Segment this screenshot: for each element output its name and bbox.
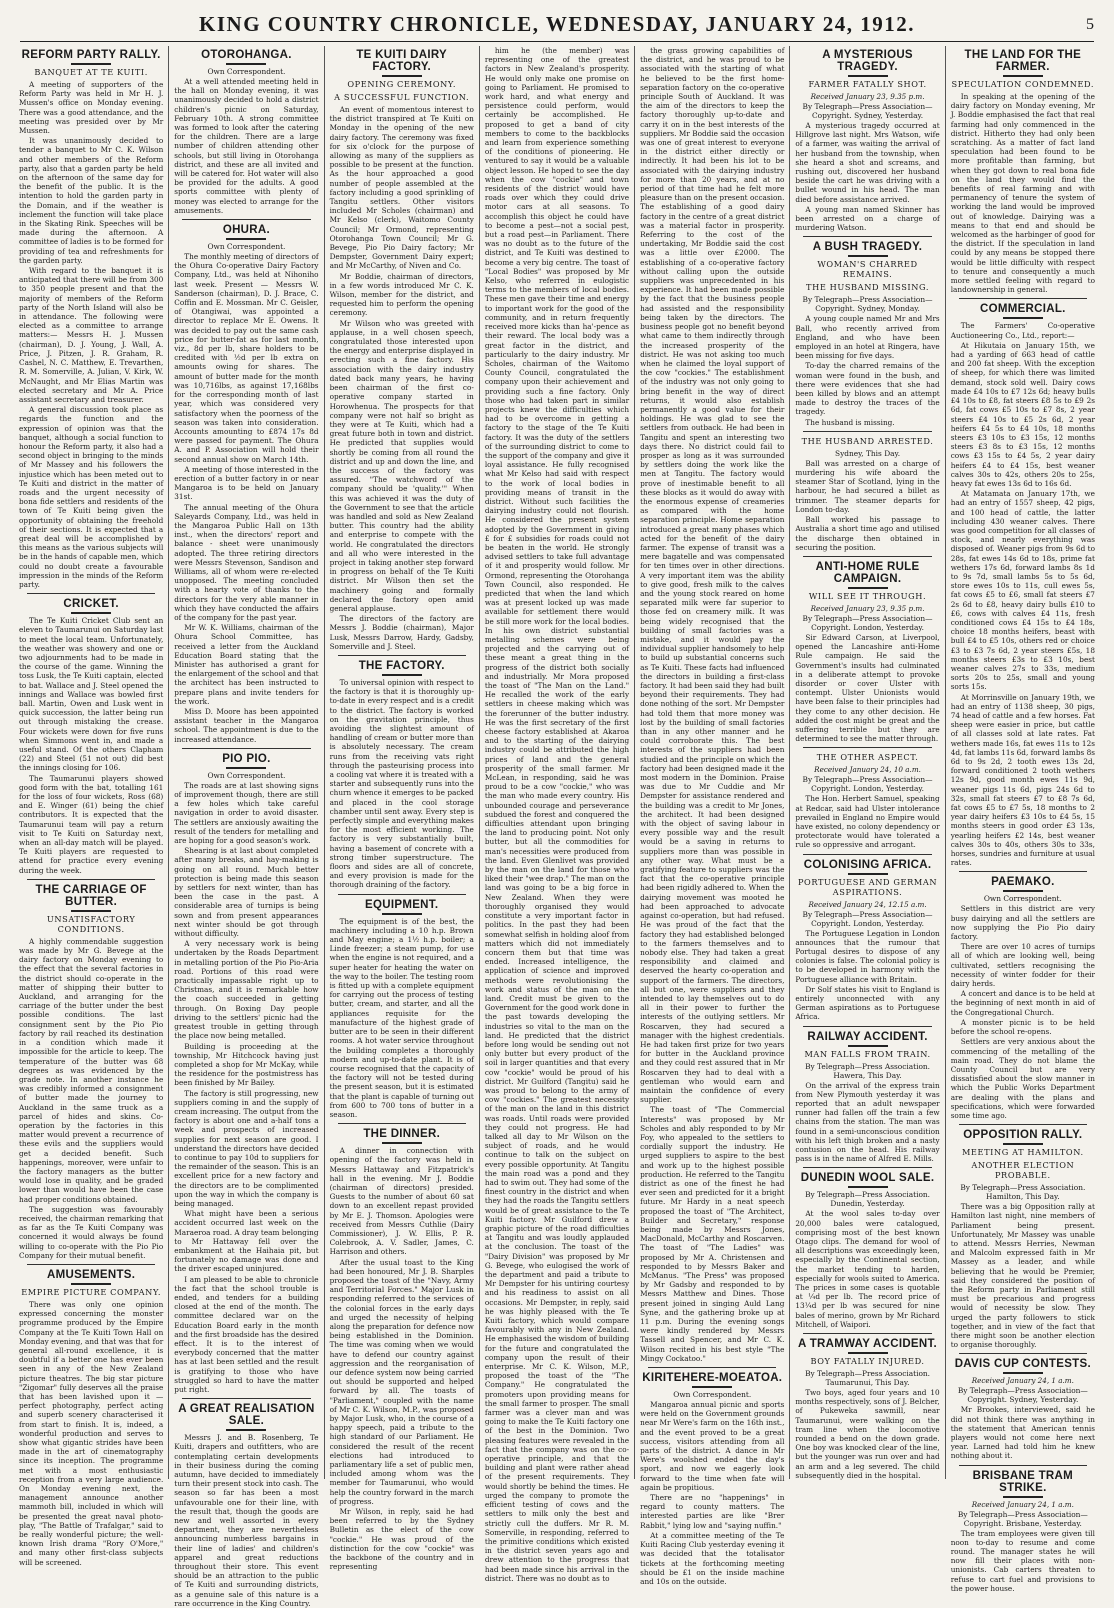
article-paragraph: The equipment is of the best, the machinery including a 10 h.p. Brown and May engine; a 1½ h.p. boiler; a Linde freezer; a steam pump, for use when the engine is not required, and a super heater for heating the water on the way to the boiler. The testing room is fitted up with a complete equipment for carrying out the process of testing butter, cream, and starter, and all the appliances requisite for the manufacture of the highest grade of butter are to be seen in their different rooms. A hot water service throughout the building completes a thoroughly modern and up-to-date plant. It is of course recognised that the capacity of the factory will not be tested during the present season, but it is estimated that the plant is capable of turning out from 600 to 700 tons of butter in a season.: [329, 916, 474, 1119]
article-paragraph: A mysterious tragedy occurred at Hillgrove last night. Mrs Watson, wife of a farmer, was waiting the arrival of her husband from the township, when she heard a shot and screams, and rushing out, discovered her husband beside the cart he was driving with a bullet wound in his head. The man died before assistance arrived.: [795, 121, 940, 204]
article-subhead: ANOTHER ELECTION PROBABLE.: [971, 1160, 1075, 1181]
article-separator: [803, 556, 931, 557]
article-paragraph: The roads are at last showing signs of improvement though, there are still a few holes which take careful navigation in order to avoid disaster. The settlers are anxiously awaiting the result of the tenders for metalling and are hoping for a good season's work.: [174, 780, 319, 846]
column-5: [635, 46, 790, 1586]
article-paragraph: Mr Wilson, in reply, said he had been referred to by the Sydney Bulletin as the elect of the cow "cockie." He was proud of the distinction for the cow "cockie" was the backbone of the country and in representing: [329, 1507, 474, 1572]
article-paragraph: After the usual toast to the King had been honoured, Mr J. B. Sharples proposed the toast of the "Navy, Army and Territorial Forces." Major Lusk in responding referred to the services of the colonial forces in the early days and urged the necessity of helping along the preparation for defence now being established in the Dominion. The time was coming when we would have to defend our country against aggression and the reorganisation of our defence system now being carried out should be supported and helped forward by all. The toasts of "Parliament," coupled with the name of Mr C. K. Wilson, M.P., was proposed by Major Lusk, who, in the course of a happy speech, paid a tribute to the high standard of our Parliament. He considered the result of the recent elections had introduced to parliamentary life a set of public men, included among whom was the member for Taumarunui, who would help the country forward in the march of progress.: [329, 1257, 474, 1506]
article-subhead: OPENING CEREMONY.: [347, 79, 457, 89]
article-headline: A GREAT REALISATION SALE.: [178, 1403, 315, 1428]
headline-rule: [848, 255, 888, 257]
article-subhead: THE OTHER ASPECT.: [816, 752, 919, 763]
article-subhead: A SUCCESSFUL FUNCTION.: [334, 92, 470, 102]
article: [640, 1372, 784, 1586]
article-paragraph: At the wool sales to-day over 20,000 bales were catalogued, comprising most of the best known Otago clips. The demand for wool of all descriptions was exceedingly keen, especially by the Continental section, the market tending to harden, especially for wools suited to America. The prices in some cases is quotable at ¼d per lb. The record price of 13¼d per lb was secured for nine bales of merino, grown by Mr Richard Mitchell, of Waipori.: [795, 1209, 940, 1329]
article-paragraph: The Te Kuiti Cricket Club sent an eleven to Taumarunui on Saturday last to meet the local team. Unfortunately, the weather was showery and one or two adjournments had to be made in the course of the game. Winning the toss Lusk, the Te Kuiti captain, elected to bat. Wallace and J. Steel opened the innings and Wallace was bowled first ball. Martin, Owen and Lusk went in quick succession, the latter being run out through mistaking the crease. Four wickets were down for five runs when Simmons went in, and made a useful stand. Of the others Clapham (22) and Steel (51 not out) did best the innings closing for 106.: [19, 616, 164, 773]
headline-rule: [848, 75, 888, 77]
article-headline: DUNEDIN WOOL SALE.: [800, 1172, 935, 1185]
article-headline: OTOROHANGA.: [201, 49, 292, 61]
article-paragraph: Two boys, aged four years and 10 months respectively, sons of J. Belcher, of Pukeweka sawmill, near Taumarunui, were walking on the tram line when the locomotive rounded a bend on the down grade. One boy was knocked clear of the line, but the younger was run over and had an arm and a leg severed. The child subsequently died in the hospital.: [795, 1388, 940, 1480]
article-paragraph: The Portuguese Legation in London announces that the rumour that Portugal desires to dispose of any colonies is false. The colonial policy is to be developed in harmony with the Portuguese alliance with Britain.: [795, 928, 940, 984]
headline-rule: [71, 612, 111, 614]
column-1: [14, 46, 169, 1567]
article-paragraph: The directors of the factory are Messrs J. Boddie (chairman), Major Lusk, Messrs Darrow, Hardy, Gadsby, Somerville and J. Steel.: [329, 614, 474, 651]
article-paragraph: Ball worked his passage to Australia a short time ago and utilised the discharge then obtained in securing the position.: [795, 515, 940, 552]
article-byline: By Telegraph—Press Association—Copyright. Brisbane, Yesterday.: [957, 1509, 1088, 1528]
article-paragraph: Mr Boddie, chairman of directors, in a few words introduced Mr C. K. Wilson, member for the district, and requested him to perform the opening ceremony.: [329, 271, 474, 318]
article-paragraph: At Hikutaia on January 15th, we had a yarding of 663 head of cattle and 200 fat sheep. With the exception of sheep, for which there was limited demand, stock sold well. Dairy cows made £4 10s to £7 12s 6d; heavy bulls £4 10s to £8, fat steers £8 5s to £9 2s 6d, fat cows £5 10s to £7 8s, 2 year steers £4 10s to £5 2s 6d, 2 year heifers £4 5s to £4 10s, 18 months steers £3 10s to £3 15s, 12 months steers £3 8s to £3 15s, 12 months cows £3 15s to £4 5s, 2 year dairy heifers £4 to £4 15s, best weaner calves 30s to 42s, others 20s to 25s, heavy fat ewes 13s 6d to 16s 6d.: [950, 340, 1095, 488]
article: [795, 1172, 939, 1329]
article-paragraph: Settlers in this district are very busy dairying and all the settlers are now supplying the Pio Pio dairy factory.: [950, 904, 1095, 942]
article-dateline: Received January 24, 10 a.m.: [814, 765, 921, 775]
article-paragraph: A meeting of those interested in the erection of a butter factory in or near Mangaroa is to be held on January 31st.: [174, 464, 319, 502]
article-subhead: BANQUET AT TE KUITI.: [34, 67, 148, 77]
article-byline: By Telegraph—Press Association—Copyright. London, Yesterday.: [802, 909, 933, 928]
column-2: [169, 46, 324, 1608]
article-paragraph: The annual meeting of the Ohura Saleyards Company, Ltd., was held in the Mangaroa Public Hall on 13th inst., when the directors' report and balance - sheet were unanimously adopted. The three retiring directors were Messrs Stevenson, Sandison and Williams, all of whom were re-elected unopposed. The meeting concluded with a hearty vote of thanks to the directors for the very able manner in which they have conducted the affairs of the company for the past year.: [174, 502, 319, 622]
article: [795, 752, 939, 849]
article-headline: PAEMAKO.: [991, 876, 1055, 889]
article-subhead: PORTUGUESE AND GERMAN ASPIRATIONS.: [797, 876, 938, 897]
article-separator: [182, 219, 310, 220]
article: [330, 49, 474, 651]
headline-rule: [1003, 317, 1043, 319]
headline-rule: [848, 873, 888, 875]
article-paragraph: The toast of "The Commercial Interests" was proposed by Mr Scholes and ably responded to by Mr Foy, who appealed to the settlers to cordially support the industry. He urged suppliers to aspire to the best and work up to the highest possible production. He referred to the Tangitu district as one of the finest he had ever seen and predicted for it a bright future. Mr Hardy in a neat speech proposed the toast of "The Architect, Builder and Secretary," response being made by Messrs Jones, MacDonald, McCarthy and Roscarven. The toast of "The Ladies" was proposed by Mr A. Christensen and responded to by Messrs Baker and McManus. "The Press" was proposed by Mr Gadsby and responded to by Messrs Matthew and Dines. Those present joined in singing Auld Lang Syne, and the gathering broke up at 11 p.m. During the evening songs were kindly rendered by Messrs Tassell and Spencer, and Mr C. K. Wilson recited in his best style "The Mingy Cockatoo.": [640, 1105, 785, 1363]
article-paragraph: At a well attended meeting held in the hall on Monday evening, it was unanimously decided to hold a district children's picnic on Saturday, February 10th. A strong committee was formed to look after the catering for the children. There are a large number of children attending other schools, but still living in Otorohanga district, and these are all invited and will be catered for. Hot water will also be provided for the adults. A good sports committee with plenty of money was elected to arrange for the amusements.: [174, 77, 319, 215]
article-paragraph: Mangaroa annual picnic and sports were held on the Government grounds near Mr Were's farm on the 16th inst., and the event proved to be a great success, visitors attending from all parts of the district. A dance in Mr Were's woolshed ended the day's sport, and now we eagerly look forward to the time when fate will again be propitious.: [640, 1400, 785, 1492]
article-paragraph: Building is proceeding at the township, Mr Hitchcock having just completed a shop for Mr McKay, while the residence for the postmistress has been finished by Mr Bailey.: [174, 1041, 319, 1088]
article-separator: [803, 236, 931, 237]
article-subhead: EMPIRE PICTURE COMPANY.: [21, 1286, 162, 1297]
article-subhead: THE HUSBAND ARRESTED.: [801, 435, 934, 446]
article: [174, 1403, 318, 1608]
article-paragraph: A monster picnic is to be held before the school re-opens.: [950, 1017, 1095, 1037]
article-headline: OHURA.: [222, 224, 270, 237]
article-paragraph: A young couple named Mr and Mrs Ball, who recently arrived from England, and who have been employed in an hotel at Ringera, have been missing for five days.: [795, 314, 940, 361]
article-headline: TE KUITI DAIRY FACTORY.: [356, 49, 448, 73]
article-byline: Own Correspondent.: [207, 67, 286, 76]
article: [951, 1358, 1095, 1460]
article: [795, 1031, 939, 1164]
article-byline: By Telegraph—Press Association. Hawera, This Day.: [805, 1061, 931, 1080]
article-paragraph: At Matamata on January 17th, we had an entry of 1557 sheep, 42 pigs, and 100 head of cattle, the latter including 430 weaner calves. There was good competition for all classes of stock, and nearly everything was disposed of. Weaner pigs from 9s 6d to 28s, fat ewes 14s 6d to 18s, prime fat wethers 17s 6d, forward lambs 8s 1d to 9s 7d, small lambs 5s to 5s 6d, store ewes 10s to 11s, cull ewes 5s, fat cows £5 to £6, small fat steers £7 2s 6d to £8, heavy dairy bulls £10 to £6, cows with calves £4 11s, fresh conditioned cows £4 15s to £4 18s, choice 18 months heifers, beast with bull £4 to £5 10s, others red or choice £3 to £3 7s 6d, 2 year steers £5s, 18 months steers £3s to £3 10s, best weaner calves 27s to 33s, medium sorts 20s to 25s, small and young sorts 15s.: [950, 489, 1095, 692]
article-separator: [959, 1353, 1087, 1354]
article-subhead: WILL SEE IT THROUGH.: [808, 590, 927, 601]
article: [330, 1128, 474, 1571]
masthead: [20, 8, 1094, 42]
column-6: [790, 46, 945, 1479]
article: [174, 224, 318, 744]
article: [174, 753, 318, 1394]
article-paragraph: The tram employees were given till noon to-day to resume and come round. The manager states he will now fill their places with non-unionists. Cab carters threaten to refuse to cart fuel and provisions to the power house.: [950, 1528, 1095, 1593]
article-dateline: Received January 23, 9.35 p.m.: [810, 92, 925, 101]
article-paragraph: A meeting of supporters of the Reform Party was held in Mr H. J. Mussen's office on Monday evening. There was a good attendance, and the meeting was presided over by Mr Mussen.: [19, 80, 164, 136]
article-paragraph: There are over 10 acres of turnips all of which are looking well, being cultivated, settlers recognising the necessity of winter fodder for their dairy herds.: [950, 942, 1095, 989]
headline-rule: [71, 63, 111, 65]
article: [795, 436, 939, 552]
article: [951, 1470, 1095, 1593]
article-headline: A TRAMWAY ACCIDENT.: [798, 1338, 938, 1351]
article-subhead: SPECULATION CONDEMNED.: [951, 79, 1095, 89]
article: [640, 46, 784, 1363]
article-headline: THE LAND FOR THE FARMER.: [964, 49, 1082, 73]
article-byline: Own Correspondent.: [983, 894, 1062, 904]
headline-rule: [1003, 75, 1043, 77]
headline-rule: [226, 767, 266, 769]
article: [795, 241, 939, 426]
article-separator: [803, 854, 931, 855]
article-subhead: THE HUSBAND MISSING.: [806, 282, 930, 293]
article-paragraph: A general discussion took place as regards the function and the expression of opinion was that the banquet, although a social function to honour the Reform party, it also had a second object in bringing to the minds of Mr Massey and his followers the injustice which has been meted out to Te Kuiti and district in the matter of roads and the urgent necessity of bona fide settlers and residents of the town of Te Kuiti being given the opportunity of obtaining the freehold of their sections. It is expected that a great deal will be accomplished by this means as the various subjects will be in the hands of capable men, which could no doubt create a favourable impression in the minds of the Reform party.: [19, 405, 164, 589]
column-3: [325, 46, 480, 1572]
article-headline: AMUSEMENTS.: [47, 1268, 136, 1281]
article: [330, 660, 474, 890]
headline-rule: [848, 1186, 888, 1188]
article-byline: Own Correspondent.: [207, 770, 286, 780]
article-byline: By Telegraph—Press Association—Copyright. Sydney, Yesterday.: [802, 102, 933, 120]
article-dateline: Received January 23, 9.35 p.m.: [810, 603, 925, 613]
article-separator: [959, 871, 1087, 872]
article-paragraph: There are no "happenings" in regard to county matters. The interested parties are like "Brer Rabbit," lying low and "saying nuffin.": [640, 1493, 785, 1530]
article-dateline: Received January 24, 1 a.m.: [971, 1376, 1074, 1386]
article-separator: [803, 747, 931, 748]
headline-rule: [71, 910, 111, 912]
article: [795, 1338, 939, 1480]
article-paragraph: the grass growing capabilities of the district, and he was proud to be associated with the starting of what he believed to be the first home-separation factory on the co-operative principle South of Auckland. It was the aim of the directors to keep the factory thoroughly up-to-date and carry it on in the best interests of the suppliers. Mr Boddie said the occasion was one of great interest to everyone in the district either directly or indirectly. It had been his lot to be associated with the dairying industry for more than 20 years, and at no period of that time had he felt more pleasure than on the present occasion. The establishing of a good dairy factory in the centre of a great district was a material factor in prosperity. Referring to the cost of the undertaking, Mr Boddie said the cost was a little over £2000. The establishing of a co-operative factory without calling upon the outside suppliers was unprecedented in his experience. It had been made possible by the fact that the business people had assisted and the responsibility being taken by the directors. The business people got no benefit beyond what came to them indirectly through the increased prosperity of the district. He was not asking too much when he claimed the loyal support of the cow "cockies." The establishment of the industry was not only going to bring benefit in the way of direct returns, it would also establish permanently a good value for their holdings. He was glad to see the settlers from outback. He had been in Tangitu and spent an interesting two days there. No district could fail to prosper as long as it was surrounded by settlers doing the work like the men at Tangitu. The factory would prove of inestimable benefit to all these blocks as it would do away with the enormous expense of creameries as compared with the home separation principle. Home separation introduced a great many phases which acted for the benefit of the dairy farmer. The expense of transit was a mere bagatelle and was compensated for ten times over in other directions. A very important item was the ability to give good, fresh milk to the calves and the young stock reared on home separated milk were far superior to those fed on creamery milk. It was being widely recognised that the building of small factories was a mistake, and it would pay the individual supplier handsomely to help to build up substantial concerns such as Te Kuiti. These facts had influenced the directors in building a first-class factory. It had been said they had built beyond their requirements. They had done nothing of the sort. Mr Dempster had told them that more money was lost by the building of small factories than in any other manner and he could corroborate this. The best interests of the suppliers had been studied and the principle on which the factory had been designed made it the most modern in the Dominion. Praise was due to Mr Cuddie and Mr Dempster for assistance rendered and the building was a credit to Mr Jones, the architect. It had been designed with the object of saving labour in every possible way and the result would be a saving in returns to suppliers more than was possible in any other way. What must be a gratifying feature to suppliers was the fact that the co-operative principle had been rigidly adhered to. When the dairying movement was mooted he had been approached to advocate against co-operation, but had refused. He was proud of the fact that the factory they had established belonged to the farmers themselves and to nobody else. They had taken a great responsibility and claimed and deserved the hearty co-operation and support of the farmers. The directors, all but one, were suppliers and they intended to lay themselves out to do all in their power to further the interests of the outlying settlers. Mr Roscarven, they had secured a manager with the highest credentials. He had taken first prize for two years for butter in the Auckland province and they could rest assured that in Mr Roscarven they had to deal with a gentleman who would earn and maintain the confidence of every supplier.: [640, 46, 785, 1105]
article-paragraph: On the arrival of the express train from New Plymouth yesterday it was reported that an adult newspaper runner had fallen off the train a few chains from the station. The man was found in a semi-unconscious condition with his left thigh broken and a nasty contusion on the head. His railway pass is in the name of Alfred E. Mills.: [795, 1080, 940, 1164]
article-paragraph: Ball was arrested on a charge of murdering his wife aboard the steamer Star of Scotland, lying in the harbour, he had secured a billet as trimmer. The steamer departs for London to-day.: [795, 458, 940, 514]
article-separator: [182, 748, 310, 749]
article-headline: BRISBANE TRAM STRIKE.: [972, 1469, 1074, 1494]
article-byline: By Telegraph—Press Association—Copyright. Sydney, Monday.: [802, 295, 933, 314]
headline-rule: [226, 1429, 266, 1431]
article-dateline: Received January 24, 12.15 a.m.: [808, 899, 927, 909]
article-paragraph: The husband is missing.: [805, 417, 895, 427]
article-byline: By Telegraph—Press Association. Taumarunui, This Day.: [805, 1369, 931, 1388]
article-byline: By Telegraph—Press Association—Copyright. Sydney, Yesterday.: [957, 1386, 1088, 1405]
headline-rule: [1003, 1143, 1043, 1145]
article-separator: [959, 1124, 1087, 1125]
newspaper-columns: [14, 46, 1100, 1608]
article-headline: REFORM PARTY RALLY.: [21, 49, 161, 61]
page-number: 5: [1086, 15, 1094, 33]
article-separator: [803, 1167, 931, 1168]
article-headline: THE FACTORY.: [358, 659, 445, 672]
article: [795, 49, 939, 232]
article-paragraph: There was only one opinion expressed concerning the monster programme produced by the Empire Company at the Te Kuiti Town Hall on Monday evening, and that was that for general all-round excellence, it is doubtful if a better one has ever been seen in any of the New Zealand picture theatres. The big star picture "Zigomar" fully deserves all the praise that has been lavished upon it —perfect photography, perfect acting and superb scenery characterised it from start to finish. It is, indeed, a wonderful production and serves to show what gigantic strides have been made in the art of cinematography since its inception. The programme met with a most enthusiastic reception from a very large audience. On Monday evening next, the management announce another mammoth bill, included in which will be presented the great naval photo-play, "The Battle of Trafalgar," said to be really wonderful picture; the well-known Irish drama "Rory O'More," and many other first-class subjects will be screened.: [19, 1299, 164, 1567]
article-headline: COMMERCIAL.: [979, 303, 1066, 316]
article-headline: A BUSH TRAGEDY.: [812, 241, 923, 254]
article: [19, 598, 163, 875]
article-paragraph: Shearing is at last about completed after many breaks, and hay-making is going on all round. Much better protection is being made this season by settlers for next winter, than has been the case in the past. A considerable area of turnips is being sown and from present appearances next winter should be got through without difficulty.: [174, 846, 319, 939]
article: [19, 49, 163, 589]
headline-rule: [1003, 1372, 1043, 1374]
article-byline: Own Correspondent.: [673, 1390, 752, 1400]
article-separator: [338, 894, 466, 895]
column-4: [480, 46, 635, 1583]
article-paragraph: Dr Solf states his visit to England is entirely unconnected with any German aspirations as to Portuguese Africa.: [795, 984, 940, 1022]
article-dateline: Received January 24, 1 a.m.: [971, 1499, 1074, 1509]
article-paragraph: In speaking at the opening of the dairy factory on Monday evening, Mr J. Boddie emphasised the fact that real farming had only commenced in the district. Hitherto they had only been scratching. As a matter of fact land speculation had been found to be more profitable than farming, but when they got down to real bona fide on the land they would find the benefits of real farming and with permanency of tenure the system of working the land would be improved out of knowledge. Dairying was a means to that end and should be welcomed as the harbinger of good for the district. If the speculation in land could by any means be stopped there would be little difficulty with respect to tenure and consequently a much more settled feeling with regard to landownership in general.: [950, 92, 1095, 295]
article-separator: [338, 655, 466, 656]
article-paragraph: The Hon. Herbert Samuel, speaking at Redcar, said had Ulster intolerance prevailed in England no Empire would have existed, no colony dependency or protectorate would have tolerated a rule so oppressive and arrogant.: [795, 794, 940, 850]
article-paragraph: The suggestion was favourably received, the chairman remarking that as far as the Te Kuiti Company was concerned it would always be found willing to co-operate with the Pio Pio Company for their mutual benefit.: [19, 1204, 164, 1260]
headline-rule: [382, 674, 422, 676]
article-subhead: MAN FALLS FROM TRAIN.: [804, 1048, 931, 1059]
headline-rule: [382, 1142, 422, 1144]
article-paragraph: Mr Wilson who was greeted with applause, in a well chosen speech, congratulated those interested upon the energy and enterprise displayed in erecting such a fine factory. His association with the dairy industry dated back many years, he having been chairman of the first co-operative company started in Horowhenua. The prospects for that company were not half so bright as they were at Te Kuiti, which had a great future both in town and district. He predicted that supplies would shortly be coming from all round the district and up and down the line, and the success of the factory was assured. "The watchword of the company should be 'quality.'" When this was achieved it was the duty of the Government to see that the article was handled and sold as New Zealand butter. This country had the ability and enterprise to compete with the world. He congratulated the directors and all who were interested in the project in taking another step forward in progress on behalf of the Te Kuiti district. Mr Wilson then set the machinery going and formally declared the factory open amid general applause.: [329, 318, 474, 613]
article-paragraph: The monthly meeting of directors of the Ohura Co-operative Dairy Factory Company, Ltd., was held at Nihoniho last week. Present — Messrs W. Sanderson (chairman), D. J. Brace, C. Coffin and E. Mossman. Mr C. Geisler, of Otangiwai, was appointed a director to replace Mr E. Owens. It was decided to pay out the same cash price for butter-fat as for last month, viz., 8d per lb, share holders to be credited with ½d per lb extra on amounts owing for shares. The amount of butter made for the month was 10,716lbs, as against 17,168lbs for the corresponding month of last year, which was considered very satisfactory when the poorness of the season was taken into consideration. Accounts amounting to £874 17s 8d were passed for payment. The Ohura A. and P. Association will hold their second annual show on March 14th.: [174, 252, 319, 464]
article-paragraph: At Morrinsville on January 19th, we had an entry of 1138 sheep, 30 pigs, 74 head of cattle and a few horses. Fat sheep were easier in price, but cattle of all classes sold at late rates. Fat wethers made 16s, fat ewes 11s to 12s 4d, fat lambs 11s 6d, forward lambs 8s 6d to 9s 2d, 2 tooth ewes 13s 2d, forward conditioned 2 tooth wethers 12s 9d, good month ewes 11s 9d, weaner pigs 11s 6d, pigs 24s 6d to 32s, small fat steers £7 to £8 7s 6d, fat cows £5 to £7 5s, 18 months to 2 year dairy heifers £3 10s to £4 5s, 15 months steers in good order £3 13s, yearling heifers £2 14s, best weaner calves 30s to 40s, others 30s to 33s, horses, sundries and furniture at usual rates.: [950, 692, 1095, 868]
article-subhead: WOMAN'S CHARRED REMAINS.: [817, 259, 918, 280]
article: [951, 1129, 1095, 1349]
article-paragraph: What might have been a serious accident occurred last week on the Maraeroa road. A dray team belonging to Mr Hattaway fell over the embankment at the Haihaia pit, but fortunately no damage was done and the driver escaped uninjured.: [174, 1209, 319, 1274]
column-7: [946, 46, 1100, 1593]
article: [795, 561, 939, 743]
article-paragraph: I am pleased to be able to chronicle the fact that the school trouble is ended, and tenders for a building closed at the end of the month. The committee declared war on the Education Board early in the month and the first broadside has the desired effect. It is to the interest of everybody concerned that the matter has at last been settled and the result is gratifying to those who have struggled so hard to have the matter put right.: [174, 1274, 319, 1395]
article-subhead: UNSATISFACTORY CONDITIONS.: [46, 913, 136, 934]
article: [19, 884, 163, 1260]
article-separator: [803, 1026, 931, 1027]
article-separator: [648, 1367, 776, 1368]
article-headline: COLONISING AFRICA.: [803, 858, 932, 871]
headline-rule: [692, 1386, 732, 1388]
article: [19, 1269, 163, 1567]
article-byline: By Telegraph—Press Association. Dunedin, Yesterday.: [805, 1190, 931, 1209]
article-paragraph: Messrs J. and B. Rosenberg, Te Kuiti, drapers and outfitters, who are contemplating certain developments in their business during the coming autumn, have decided to immediately turn their present stock into cash. The season so far has been a most unfavourable one for their line, with the result that, though the goods are new and well assorted in every department, they are nevertheless announcing numberless bargains in their line of ladies' and children's apparel and great reductions throughout their store. This event should be an attraction to the public of Te Kuiti and surrounding districts, as a genuine sale of this nature is a rare occurrence in the King Country.: [174, 1433, 319, 1608]
article-headline: KIRITEHERE-MOEATOA.: [642, 1372, 783, 1385]
article-headline: ANTI-HOME RULE CAMPAIGN.: [815, 560, 920, 585]
article-separator: [27, 593, 155, 594]
article-headline: RAILWAY ACCIDENT.: [807, 1030, 928, 1043]
article-separator: [803, 1333, 931, 1334]
article-paragraph: The Taumarunui players showed good form with the bat, totalling 161 for the loss of four wickets, Ross (68) and E. Winger (61) being the chief contributors. It is expected that the Taumarunui team will pay a return visit to Te Kuiti on Saturday next, when an all-day match will be played. Te Kuiti players are requested to attend for practice every evening during the week.: [19, 773, 164, 875]
article-paragraph: A very necessary work is being undertaken by the Roads Department in metalling portion of the Pio Pio-Aria road. Portions of this road were practically impassable right up to Christmas, and it is remarkable how the coach succeeded in getting through. On Boxing Day people driving to the settlers' picnic had the greatest trouble in getting through the place now being metalled.: [174, 939, 319, 1041]
article-byline: Sydney, This Day.: [835, 448, 901, 458]
headline-rule: [71, 1283, 111, 1285]
article-paragraph: A concert and dance is to be held at the beginning of next month in aid of the Congregational Church.: [950, 989, 1095, 1017]
article-headline: THE DINNER.: [363, 1128, 441, 1141]
article-separator: [27, 1264, 155, 1265]
article-paragraph: With regard to the banquet it is anticipated that there will be from 300 to 350 people present and that the majority of members of the Reform party of the North Island will also be in attendance. The following were elected as a committee to arrange matters:— Messrs H. J. Mussen (chairman), D. J. Young, J. Wall, A. Price, J. Pitzen, J. R. Graham, R. Cashel, N. C. Matthew, E. Trevarthen, R. M. Somerville, A. Julian, V. Kirk, W. McNaught, and Mr Elias Martin was elected secretary and Mr A. Price assistant secretary and treasurer.: [19, 266, 164, 404]
article-headline: DAVIS CUP CONTESTS.: [954, 1358, 1091, 1371]
article-paragraph: Sir Edward Carson, at Liverpool, opened the Lancashire anti-Home Rule campaign. He said the Government's insults had culminated in a deliberate attempt to provoke disorder or cover Ulster with contempt. Ulster Unionists would have been false to their principles had they come to any other decision. He added the cost might be great and the suffering terrible but they are determined to see the matter through.: [795, 632, 940, 744]
article-paragraph: At a committee meeting of the Te Kuiti Racing Club yesterday evening it was decided that the totalisator tickets at the forthcoming meeting should be £1 on the inside machine and 10s on the outside.: [640, 1530, 785, 1586]
article-separator: [338, 1123, 466, 1124]
headline-rule: [848, 1352, 888, 1354]
article-paragraph: There was a big Opposition rally at Hamilton last night, nine members of Parliament being present. Unfortunately, Mr Massey was unable to attend. Messrs Herries, Newman and Malcolm expressed faith in Mr Massey as a leader, and while believing that he would be Premier, said they considered the position of the Reform party in Parliament still must be precarious and progress would of necessity be slow. They urged the party followers to stick together, and in view of the fact that there might soon be another election to organise thoroughly.: [950, 1202, 1095, 1350]
article-subhead: BOY FATALLY INJURED.: [810, 1356, 925, 1367]
article-paragraph: A dinner in connection with opening of the factory was held in Messrs Hattaway and Fitzpatrick's hall in the evening. Mr J. Boddie (chairman of directors) presided. Guests to the number of about 60 sat down to an excellent repast provided by Mr E. J. Thomson. Apologies were received from Messrs Cuthlie (Dairy Commissioner), J. W. Ellis, P. R. Colebrook, A. V. Sadler, James, C. Harrison and others.: [329, 1146, 474, 1257]
article: [174, 49, 318, 215]
article-paragraph: Mr Brookes, interviewed, said he did not think there was anything in the statement that American tennis players would not come here next year. Larned had told him he knew nothing about it.: [950, 1405, 1095, 1461]
article-subhead: MEETING AT HAMILTON.: [961, 1147, 1084, 1158]
article: [485, 46, 629, 1583]
article-paragraph: It was unanimously decided to tender a banquet to Mr C. K. Wilson and other members of the Reform party, also that a garden party be held on the afternoon of the same day for the benefit of the public. It is the intention to hold the garden party in the Domain, and if the weather is inclement the function will take place in the Skating Rink. Speeches will be made during the afternoon. A committee of ladies is to be formed for providing of tea and refreshments for the garden party.: [19, 136, 164, 265]
article-headline: THE CARRIAGE OF BUTTER.: [35, 883, 147, 908]
article-separator: [959, 1465, 1087, 1466]
article: [795, 859, 939, 1022]
article-separator: [182, 1398, 310, 1399]
article-paragraph: Miss D. Moore has been appointed assistant teacher in the Mangaroa school. The appointment is due to the increased attendance.: [174, 707, 319, 744]
article-separator: [803, 431, 931, 432]
article: [330, 899, 474, 1119]
newspaper-title: KING COUNTRY CHRONICLE, WEDNESDAY, JANUARY 24, 1912.: [199, 12, 915, 36]
article-byline: By Telegraph—Press Association—Copyright. London, Yesterday.: [802, 613, 933, 632]
article-paragraph: The Farmers' Co-operative Auctioneering Co., Ltd., report:—: [950, 321, 1095, 340]
article-paragraph: An event of momentous interest to the district transpired at Te Kuiti on Monday in the opening of the new dairy factory. The ceremony was fixed for six o'clock for the purpose of allowing as many of the suppliers as possible to be present at the function. As the hour approached a good number of people assembled at the factory including a good sprinkling of Tangitu settlers. Other visitors included Mr Scholes (chairman) and Mr Kelso (clerk), Waitomo County Council; Mr Ormond, representing Otorohanga Town Council; Mr G. Bevege, Pio Pio Dairy factory; Mr Dempster, Government Dairy expert; and Mr McCarthy, of Niven and Co.: [329, 105, 474, 271]
article-paragraph: A highly commendable suggestion was made by Mr G. Bevege at the dairy factory on Monday evening to the effect that the several factories in the district should co-operate in the matter of shipping their butter to Auckland, and arranging for the carriage of the butter under the best possible conditions. The last consignment sent by the Pio Pio factory by rail reached its destination in a condition which made it impossible for the article to keep. The temperature of the butter was 68 degrees as was evidenced by the grade note. In another instance he was credibly informed a consignment of butter made the journey to Auckland in the same truck as a parcel of hides and skins. Co-operation by the factories in this matter would prevent a recurrence of these evils and the suppliers would get a decided benefit. Such happenings, moreover, were unfair to the factory managers as the butter would lose in quality, and be graded lower than would have been the case had proper conditions obtained.: [19, 936, 164, 1204]
headline-rule: [848, 587, 888, 589]
article-byline: By Telegraph—Press Association. Hamilton, This Day.: [960, 1183, 1086, 1202]
headline-rule: [1003, 890, 1043, 892]
headline-rule: [848, 1045, 888, 1047]
article-subhead: FARMER FATALLY SHOT.: [808, 79, 927, 89]
article-paragraph: him he (the member) was representing one of the greatest factors in New Zealand's prosperity. He would only make one promise on going to Parliament. He promised to work hard, and what energy and persistence could perform, would certainly be accomplished. He proposed to get a band of city members to come to the backblocks and learn from experience something of the conditions of pioneering. He ventured to say it would be a valuable object lesson. He hoped to see the day when the cow "cockie" and town residents of the district would have roads over which they could drive motor cars at all seasons. To accomplish this object he could have to become a pest—not a social pest, but a road pest—in Parliament. There was no doubt as to the future of the district, and Te Kuiti was destined to become a very big centre. The toast of "Local Bodies" was proposed by Mr Kelso, who referred in eulogistic terms to the members of local bodies. These men gave their time and energy to important work for the good of the community, and in return frequently received more kicks than ha'-pence as their reward. The local body was a great factor in the district, and particularly to the dairy industry. Mr Scholes, chairman of the Waitomo County Council, congratulated the company upon their achievement and providing such a fine factory. Only those who had taken part in similar projects knew the difficulties which had to be overcome in getting a factory to the stage of the Te Kuiti factory. It was the duty of the settlers of the surrounding district to come to the support of the company and give it loyal assistance. He fully recognised what Mr Kelso had said with respect to the work of local bodies in providing means of transit in the district. Without such facilities the dairying industry could not flourish. He considered the present system adopted by the Government in giving £ for £ subsidies for roads could not be beaten in the world. He strongly advised settlers to take full advantage of it and prosperity would follow. Mr Ormond, representing the Otorohanga Town Council, also responded. He predicted that when the land which was at present locked up was made available for settlement there would be still more work for the local bodies. In his own district substantial metalling schemes were being projected and the carrying out of these meant a great thing in the progress of the district both socially and industrially. Mr Mora proposed the toast of "The Man on the Land." He recalled the work of the early settlers in cheese making which was the forerunner of the butter industry. He was the first secretary of the first cheese factory established at Akaroa and to the starting of the dairying industry could be attributed the high prices of land and the general prosperity of the small farmer. Mr McLean, in responding, said he was proud to be a cow "cockie," who was the man who made every country. His unbounded courage and perseverance subdued the forest and conquered the difficulties attendant upon bringing the land to producing point. Not only butter, but all the commodities for man's necessities were produced from the land. Even Glenlivet was provided by the man on the land for those who liked their "wee drap." The man on the land was going to be a big force in New Zealand. When they were thoroughly organised they would constitute a very important factor in politics. In the past they had been somewhat selfish in holding aloof from matters which did not immediately concern them but that time was ended. Increased intelligence, the application of science and improved methods were revolutionising the work and status of the man on the land. Credit must be given to the Government for the good work done in the past towards developing the industries so vital to the man on the land. He predicted that the district before long would be sending out not only butter but every product of the soil in larger quantities and that every cow "cockie" would be proud of his district. Mr Guilford (Tangitu) said he was proud to belong to the army of cow "cockies." The greatest necessity of the man on the land in this district was roads. Until roads were provided they could not progress. He had talked all day to Mr Wilson on the subject of roads, and he would continue to talk on the subject on every possible opportunity. At Tangitu the main road was a pond and they had to swim out. They had some of the finest country in the district and when they had the roads the Tangitu settlers would be of great assistance to the Te Kuiti factory. Mr Guilford drew a graphic picture of the road difficulties at Tangitu and was loudly applauded at the conclusion. The toast of the "Dairy Division" was proposed by Mr G. Bevege, who eulogised the work of the department and paid a tribute to Mr Dempster for his untiring courtesy and his readiness to assist on all occasions. Mr Dempster, in reply, said he was highly pleased with the Te Kuiti factory, which would compare favourably with any in New Zealand. He emphasised the wisdom of building for the future and congratulated the company upon the result of their enterprise. Mr C. K. Wilson, M.P., proposed the toast of the "The Company." He congratulated the promoters upon providing means for the small farmer to prosper. The small farmer was a clever man and was going to make the Te Kuiti factory one of the best in the Dominion. Two pleasing features were revealed in the fact that the company was on the co-operative principle, and that the building and plant were rather ahead of the present requirements. They would shortly be behind the times. He urged the company to promote the efficient testing of cows and the settlers to milk only the best and strictly cull the duffers. Mr R. M. Somerville, in responding, referred to the primitive conditions which existed in the district seven years ago and drew attention to the progress that had been made since his arrival in the district. There was no doubt as to: [484, 46, 630, 1583]
headline-rule: [382, 75, 422, 77]
article-byline: By Telegraph—Press Association—Copyright. London, Yesterday.: [802, 775, 933, 794]
article: [951, 303, 1095, 867]
headline-rule: [226, 63, 266, 65]
article-headline: OPPOSITION RALLY.: [963, 1129, 1083, 1142]
article-separator: [959, 298, 1087, 299]
article-paragraph: Mr W. K. Williams, chairman of the Ohura School Committee, has received a letter from the Auckland Education Board stating that the Minister has authorised a grant for the enlargement of the school and that the architect has been instructed to prepare plans and invite tenders for the work.: [174, 623, 319, 706]
headline-rule: [226, 238, 266, 240]
headline-rule: [1003, 1496, 1043, 1498]
article-headline: PIO PIO.: [222, 752, 271, 765]
article-paragraph: A young man named Skinner has been arrested on a charge of murdering Watson.: [795, 204, 940, 233]
article-paragraph: To universal opinion with respect to the factory is that it is thoroughly up-to-date in every respect and is a credit to the district. The factory is worked on the gravitation principle, thus avoiding the slightest amount of handling of cream or butter more than is absolutely necessary. The cream runs from the receiving vats right through the pasteurising process into a cooling vat where it is treated with a starter and subsequently runs into the churn whence it emerges to be packed and placed in the cool storage chamber until sent away. Every step is perfectly simple and everything makes for the most efficient working. The factory is very substantially built, having a basement of concrete with a strong timber superstructure. The floors and sides are all of concrete, and every provision is made for the thorough draining of the factory.: [329, 677, 474, 890]
article-separator: [27, 879, 155, 880]
article: [951, 49, 1095, 294]
article: [951, 876, 1095, 1120]
article-paragraph: Settlers are very anxious about the commencing of the metalling of the main road. They do not blame the County Council but are very dissatisfied about the slow manner in which the Public Works Department are dealing with the plans and specifications, which were forwarded some time ago.: [950, 1037, 1095, 1120]
article-headline: CRICKET.: [63, 598, 119, 611]
article-paragraph: To-day the charred remains of the woman were found in the bush, and there were evidences that she had been killed by blows and an attempt made to destroy the traces of the tragedy.: [795, 361, 940, 417]
article-byline: Own Correspondent.: [207, 242, 286, 252]
headline-rule: [382, 913, 422, 915]
article-headline: EQUIPMENT.: [365, 898, 439, 911]
article-paragraph: The factory is still progressing, new suppliers coming in and the supply of cream increasing. The output from the factory is about one and a-half tons a week and prospects of increased supplies for next season are good. I understand the directors have decided to continue to pay 10d to suppliers for the remainder of the season. This is an excellent price for a new factory and the directors are to be complimented upon the way in which the company is being managed.: [174, 1088, 319, 1208]
article-headline: A MYSTERIOUS TRAGEDY.: [822, 49, 913, 73]
